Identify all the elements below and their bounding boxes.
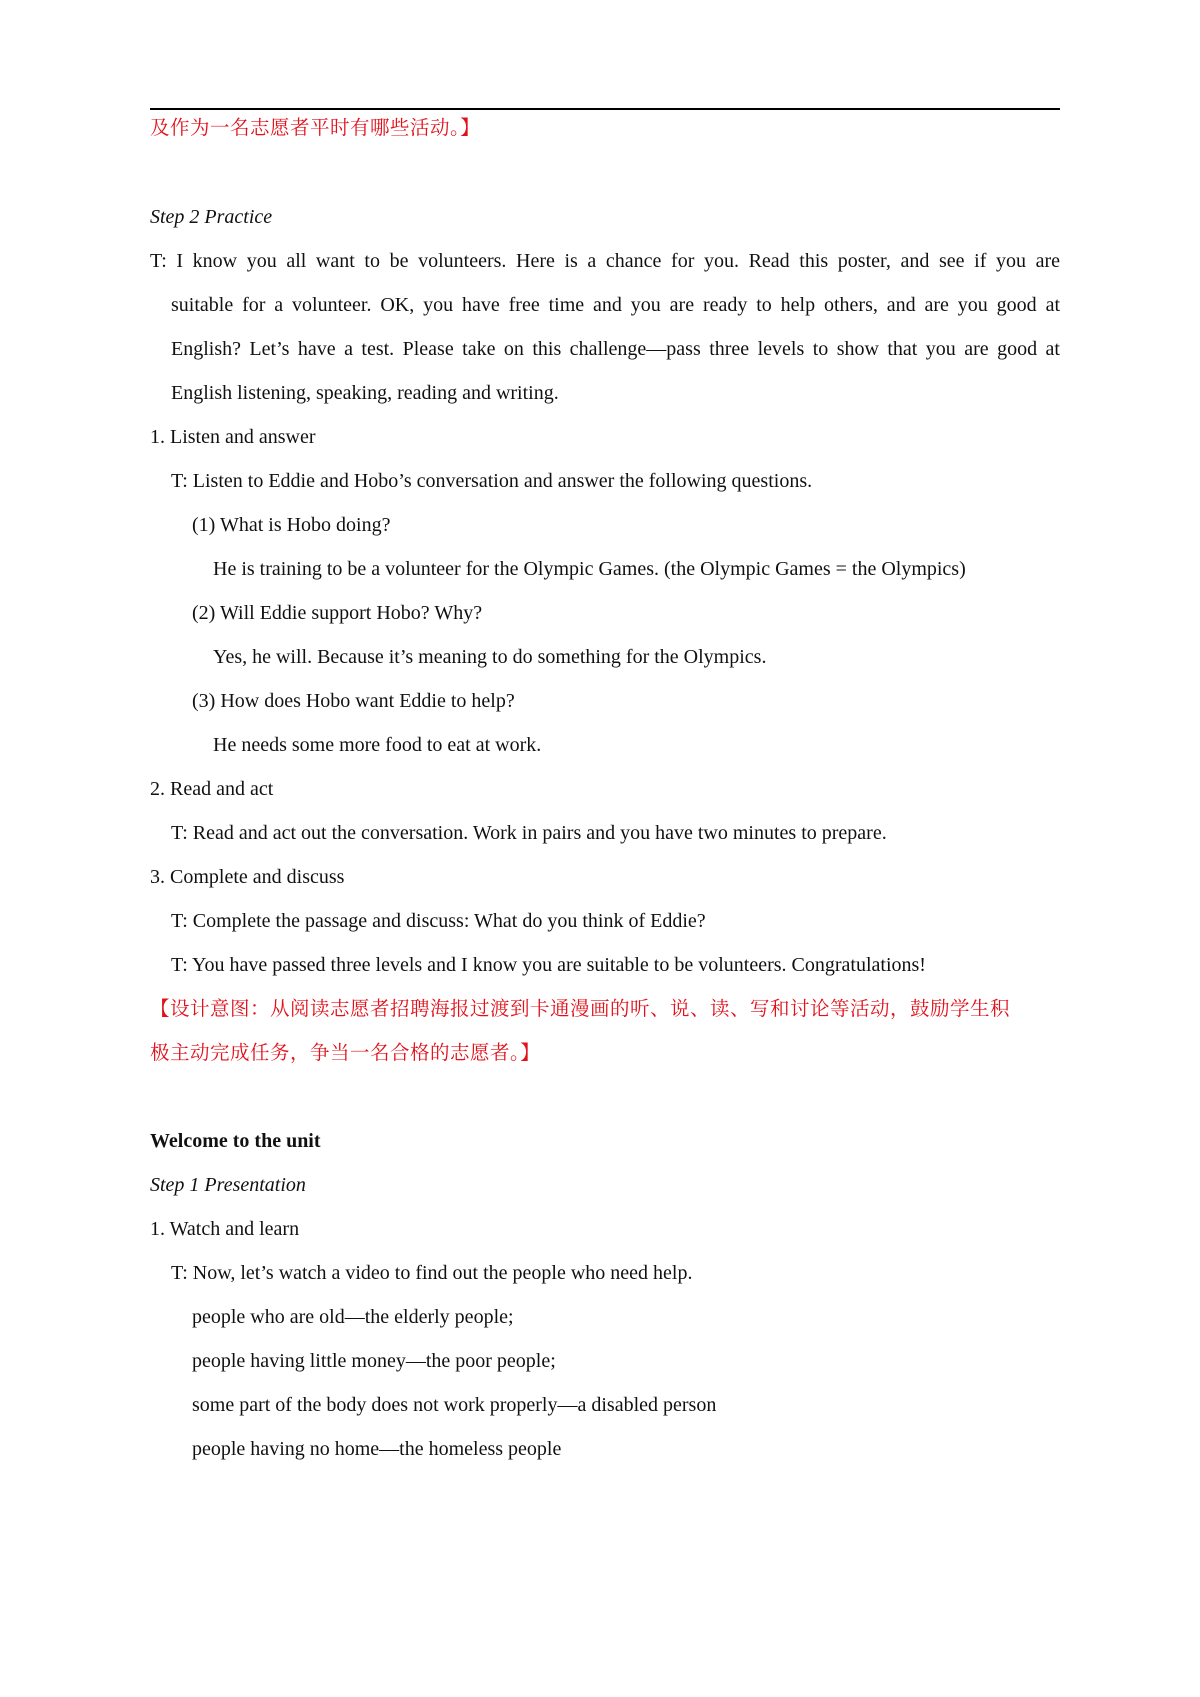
item2-instruction: T: Read and act out the conversation. Work in pairs and you have two minutes to prepare.	[171, 822, 887, 844]
header-rule	[150, 108, 1060, 110]
intro-line-3: English? Let’s have a test. Please take on this challenge—pass three levels to show that you are good at	[171, 338, 1060, 360]
watch-learn-instruction: T: Now, let’s watch a video to find out the people who need help.	[171, 1262, 693, 1284]
document-page	[150, 0, 1060, 1697]
step2-heading: Step 2 Practice	[150, 206, 273, 228]
question-1: (1) What is Hobo doing?	[192, 514, 391, 536]
design-note-continuation: 及作为一名志愿者平时有哪些活动。】	[150, 116, 481, 139]
intro-line-1: T: I know you all want to be volunteers. Here is a chance for you. Read this poster, and see if you are	[150, 250, 1060, 272]
item3-closing: T: You have passed three levels and I know you are suitable to be volunteers. Congratulations!	[171, 954, 926, 976]
intro-line-4: English listening, speaking, reading and writing.	[171, 382, 559, 404]
item1-instruction: T: Listen to Eddie and Hobo’s conversation and answer the following questions.	[171, 470, 813, 492]
item1-title: 1. Listen and answer	[150, 426, 316, 448]
item3-title: 3. Complete and discuss	[150, 866, 345, 888]
answer-2: Yes, he will. Because it’s meaning to do something for the Olympics.	[213, 646, 767, 668]
people-entry-4: people having no home—the homeless people	[192, 1438, 562, 1460]
answer-3: He needs some more food to eat at work.	[213, 734, 542, 756]
question-2: (2) Will Eddie support Hobo? Why?	[192, 602, 483, 624]
answer-1: He is training to be a volunteer for the Olympic Games. (the Olympic Games = the Olympics)	[213, 558, 966, 580]
people-entry-3: some part of the body does not work properly—a disabled person	[192, 1394, 717, 1416]
people-entry-2: people having little money—the poor people;	[192, 1350, 556, 1372]
intro-line-2: suitable for a volunteer. OK, you have free time and you are ready to help others, and are you good at	[171, 294, 1060, 316]
step1-heading: Step 1 Presentation	[150, 1174, 306, 1196]
item3-instruction: T: Complete the passage and discuss: What do you think of Eddie?	[171, 910, 706, 932]
item2-title: 2. Read and act	[150, 778, 274, 800]
welcome-heading: Welcome to the unit	[150, 1130, 321, 1152]
people-entry-1: people who are old—the elderly people;	[192, 1306, 514, 1328]
watch-learn-title: 1. Watch and learn	[150, 1218, 300, 1240]
design-note-line-2: 极主动完成任务，争当一名合格的志愿者。】	[150, 1041, 541, 1064]
question-3: (3) How does Hobo want Eddie to help?	[192, 690, 515, 712]
design-note-line-1: 【设计意图：从阅读志愿者招聘海报过渡到卡通漫画的听、说、读、写和讨论等活动，鼓励学生积	[150, 997, 1011, 1020]
